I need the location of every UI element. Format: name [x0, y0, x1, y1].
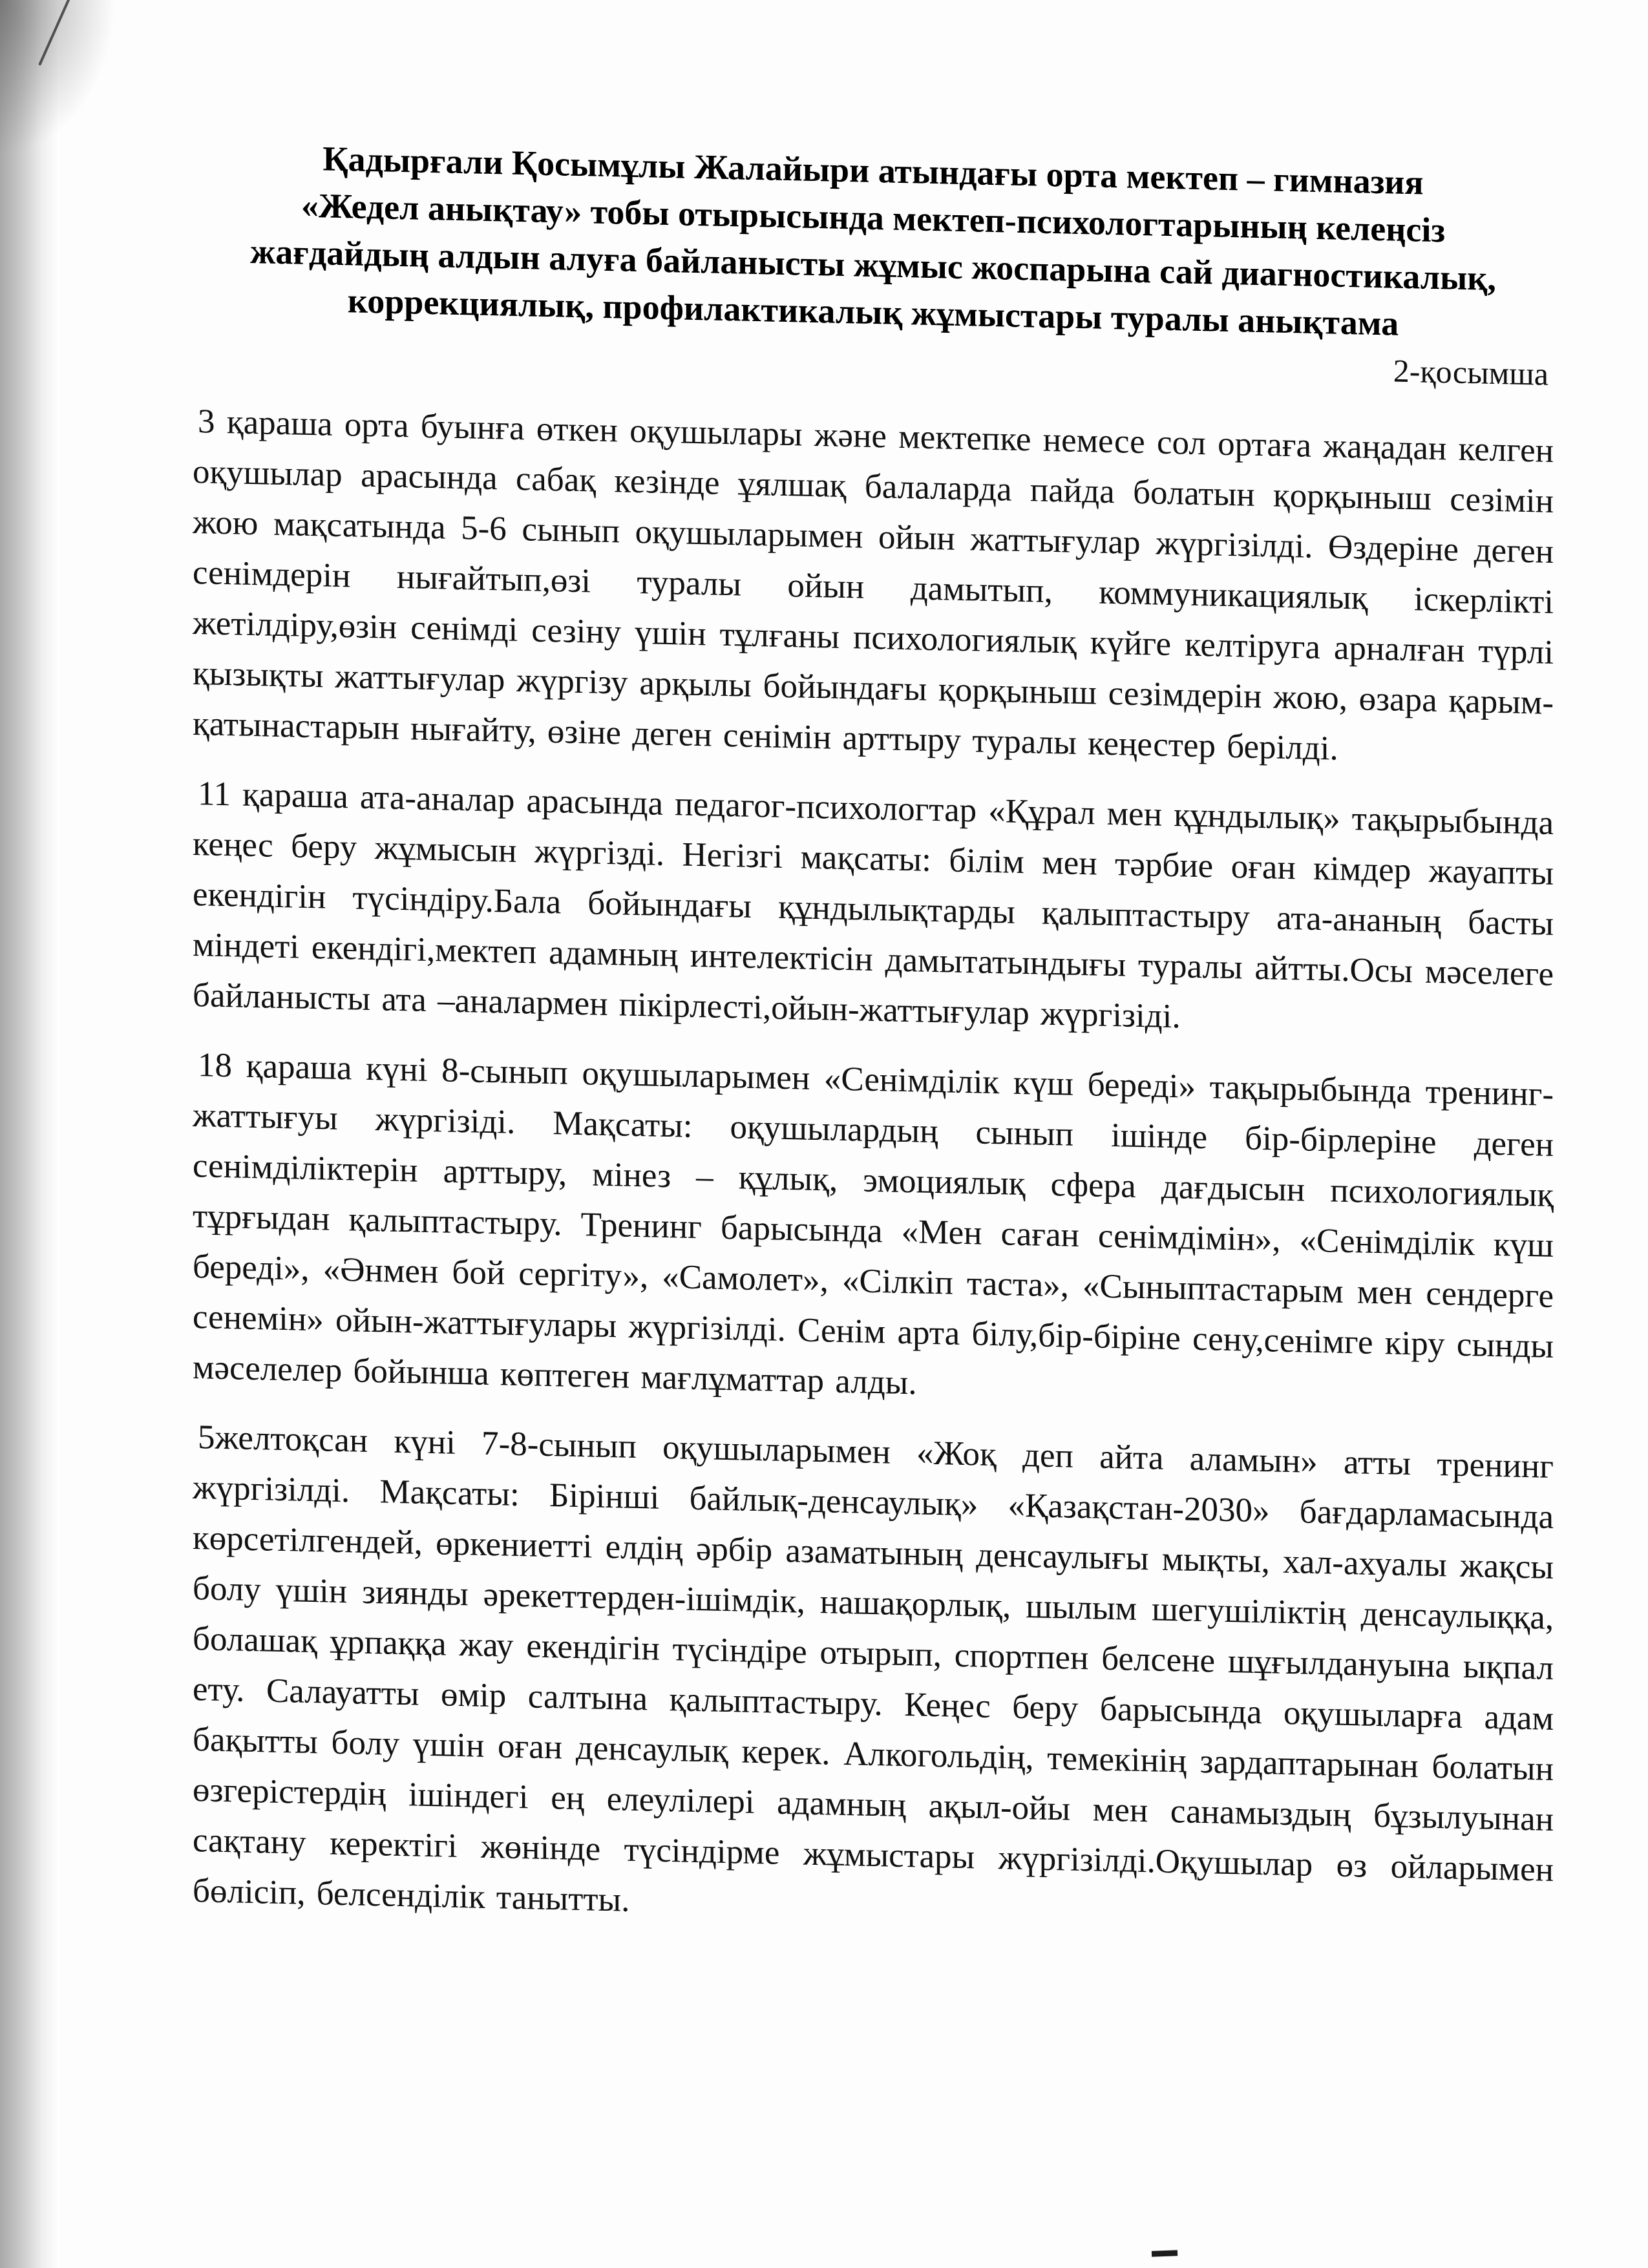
paragraph-november-18: 18 қараша күні 8-сынып оқушыларымен «Сенімділік күш береді» тақырыбында тренинг-жаттығуы жүргізіді. Мақсаты: оқушылардың сынып ішінде бір-бірлеріне деген сенімділіктерін арттыру, мінез – құлық, эмоциялық сфера дағдысын психологиялық тұрғыдан қалыптастыру. Тренинг барысында «Мен саған сенімдімін», «Сенімділік күш береді», «Әнмен бой сергіту», «Самолет», «Сілкіп таста», «Сыныптастарым мен сендерге сенемін» ойын-жаттығулары жүргізілді. Сенім арта білу,бір-біріне сену,сенімге кіру сынды мәселелер бойынша көптеген мағлұматтар алды.: [193, 1046, 1554, 1402]
scan-bottom-mark-artifact: [1152, 2250, 1178, 2256]
document-title-line-3: жағдайдың алдын алуға байланысты жұмыс жоспарына сай диагностикалық,: [250, 231, 1496, 299]
paragraph-november-11: 11 қараша ата-аналар арасында педагог-психологтар «Құрал мен құндылық» тақырыбында кеңес беру жұмысын жүргізді. Негізгі мақсаты: білім мен тәрбие оған кімдер жауапты екендігін түсіндіру.Бала бойындағы құндылықтарды қалыптастыру ата-ананың басты міндеті екендігі,мектеп адамның интелектісін дамытатындығы туралы айтты.Осы мәселеге байланысты ата –аналармен пікірлесті,ойын-жаттығулар жүргізіді.: [193, 775, 1554, 1036]
document-title: [193, 132, 1554, 351]
scan-left-edge-shadow: [0, 0, 59, 2268]
appendix-label: 2-қосымша: [1393, 352, 1548, 392]
document-title-line-2: «Жедел анықтау» тобы отырысында мектеп-психологтарының келеңсіз: [301, 185, 1446, 250]
document-title-line-4: коррекциялық, профилактикалық жұмыстары туралы анықтама: [347, 281, 1399, 343]
document-title-line-1: Қадырғали Қосымұлы Жалайыри атындағы орта мектеп – гимназия: [322, 139, 1424, 202]
paragraph-november-3: 3 қараша орта буынға өткен оқушылары және мектепке немесе сол ортаға жаңадан келген оқушылар арасында сабақ кезінде ұялшақ балаларда пайда болатын қорқыныш сезімін жою мақсатында 5-6 сынып оқушыларымен ойын жаттығулар жүргізілді. Өздеріне деген сенімдерін нығайтып,өзі туралы ойын дамытып, коммуникациялық іскерлікті жетілдіру,өзін сенімді сезіну үшін тұлғаны психологиялық күйге келтіруга арналған түрлі қызықты жаттығулар жүргізу арқылы бойындағы қорқыныш сезімдерін жою, өзара қарым-қатынастарын нығайту, өзіне деген сенімін арттыру туралы кеңестер берілді.: [193, 403, 1554, 768]
document-content: [193, 132, 1554, 1965]
paragraph-december-5: 5желтоқсан күні 7-8-сынып оқушыларымен «Жоқ деп айта аламын» атты тренинг жүргізілді. Мақсаты: Бірінші байлық-денсаулық» «Қазақстан-2030» бағдарламасында көрсетілгендей, өркениетті елдің әрбір азаматының денсаулығы мықты, хал-ахуалы жақсы болу үшін зиянды әрекеттерден-ішімдік, нашақорлық, шылым шегушіліктің денсаулыққа, болашақ ұрпаққа жау екендігін түсіндіре отырып, спортпен белсене шұғылдануына ықпал ету. Салауатты өмір салтына қалыптастыру. Кеңес беру барысында оқушыларға адам бақытты болу үшін оған денсаулық керек. Алкогольдің, темекінің зардаптарынан болатын өзгерістердің ішіндегі ең елеулілері адамның ақыл-ойы мен санамыздың бұзылуынан сақтану керектігі жөнінде түсіндірме жұмыстары жүргізілді.Оқушылар өз ойларымен бөлісіп, белсенділік танытты.: [193, 1418, 1554, 1919]
